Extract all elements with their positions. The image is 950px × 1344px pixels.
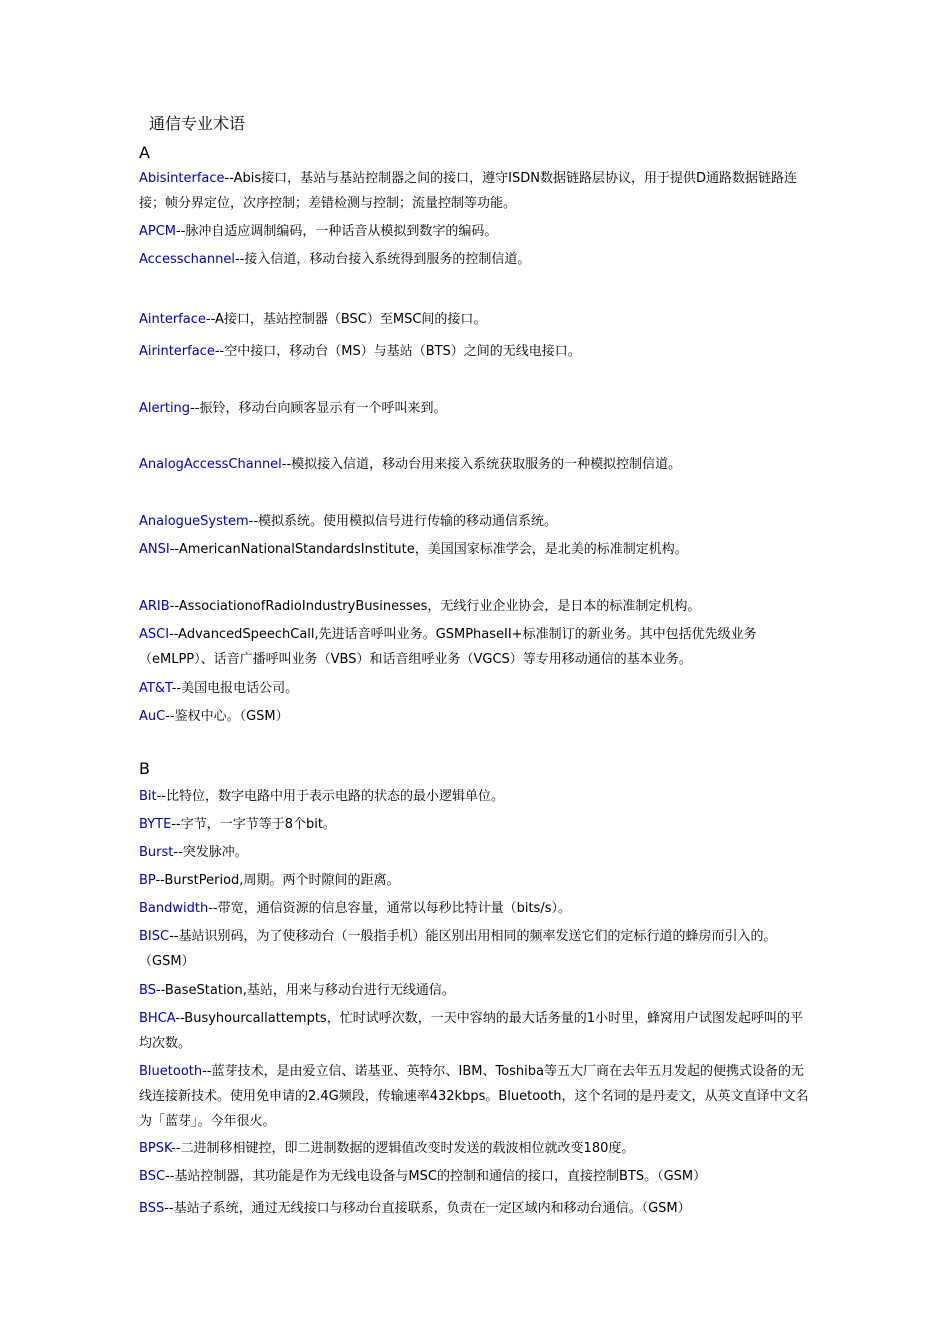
term-name: Bit [139,789,157,804]
term-entry [139,1196,815,1221]
term-name: AnalogueSystem [139,514,249,529]
term-entry [139,166,815,216]
term-entry [139,307,815,332]
term-entry [139,452,815,477]
term-definition: --Busyhourcallattempts，忙时试呼次数，一天中容纳的最大话务量的1小时里，蜂窝用户试图发起呼叫的平均次数。 [139,1011,803,1051]
term-definition: --基站控制器，其功能是作为无线电设备与MSC的控制和通信的接口，直接控制BTS。（GSM） [165,1169,707,1184]
term-entry [139,622,815,672]
term-name: AnalogAccessChannel [139,457,282,472]
term-name: Abisinterface [139,171,225,186]
term-name: BP [139,873,156,888]
term-name: APCM [139,224,177,239]
term-entry [139,339,815,364]
term-name: ANSI [139,542,170,557]
term-name: BSS [139,1201,165,1216]
term-name: ASCI [139,627,170,642]
term-entry [139,978,815,1003]
term-definition: --AmericanNationalStandardsInstitute，美国国家标准学会，是北美的标准制定机构。 [169,542,688,557]
term-definition: --AssociationofRadioIndustryBusinesses，无线行业企业协会，是日本的标准制定机构。 [169,599,701,614]
term-entry [139,840,815,865]
term-entry [139,1006,815,1056]
term-definition: --BaseStation,基站，用来与移动台进行无线通信。 [155,983,455,998]
term-entry [139,784,815,809]
term-entry [139,704,815,729]
term-entry [139,509,815,534]
term-entry [139,396,815,421]
term-definition: --AdvancedSpeechCall,先进话音呼叫业务。GSMPhaseII+标准制订的新业务。其中包括优先级业务（eMLPP）、话音广播呼叫业务（VBS）和话音组呼业务（VGCS）等专用移动通信的基本业务。 [139,627,757,667]
term-definition: --鉴权中心。（GSM） [165,709,289,724]
term-entry [139,594,815,619]
term-name: BSC [139,1169,166,1184]
term-definition: --A接口，基站控制器（BSC）至MSC间的接口。 [205,312,487,327]
term-entry [139,896,815,921]
term-name: BPSK [139,1141,172,1156]
term-definition: --Abis接口，基站与基站控制器之间的接口，遵守ISDN数据链路层协议，用于提供D通路数据链路连接；帧分界定位，次序控制；差错检测与控制；流量控制等功能。 [139,171,797,211]
term-name: BHCA [139,1011,176,1026]
term-definition: --BurstPeriod,周期。两个时隙间的距离。 [155,873,400,888]
term-definition: --空中接口，移动台（MS）与基站（BTS）之间的无线电接口。 [214,344,581,359]
term-definition: --振铃，移动台向顾客显示有一个呼叫来到。 [190,401,447,416]
term-definition: --蓝芽技术，是由爱立信、诺基亚、英特尔、IBM、Toshiba等五大厂商在去年五月发起的便携式设备的无线连接新技术。使用免申请的2.4G频段，传输速率432kbps。Bluetooth，这个名词的是丹麦文，从英文直译中文名为「蓝芽」。今年很火。 [139,1064,809,1129]
term-definition: --二进制移相键控，即二进制数据的逻辑值改变时发送的载波相位就改变180度。 [171,1141,635,1156]
term-entry [139,1059,815,1134]
term-definition: --接入信道，移动台接入系统得到服务的控制信道。 [234,252,531,267]
term-entry [139,1164,815,1189]
term-name: Airinterface [139,344,215,359]
term-entry [139,676,815,701]
term-name: BS [139,983,156,998]
term-entry [139,247,815,272]
term-name: Bluetooth [139,1064,203,1079]
section-heading-a: A [139,143,150,162]
term-entry [139,868,815,893]
term-definition: --字节，一字节等于8个bit。 [171,817,336,832]
term-name: AT&T [139,681,172,696]
term-name: Alerting [139,401,191,416]
term-entry [139,812,815,837]
term-name: BISC [139,929,170,944]
term-definition: --模拟系统。使用模拟信号进行传输的移动通信系统。 [248,514,558,529]
term-entry [139,1136,815,1161]
term-name: Ainterface [139,312,206,327]
term-name: Bandwidth [139,901,209,916]
term-definition: --比特位，数字电路中用于表示电路的状态的最小逻辑单位。 [156,789,505,804]
section-heading-b: B [139,759,150,778]
term-name: BYTE [139,817,172,832]
term-definition: --模拟接入信道，移动台用来接入系统获取服务的一种模拟控制信道。 [281,457,682,472]
term-name: Accesschannel [139,252,235,267]
term-name: ARIB [139,599,170,614]
term-definition: --美国电报电话公司。 [171,681,299,696]
term-name: AuC [139,709,166,724]
term-definition: --带宽，通信资源的信息容量，通常以每秒比特计量（bits/s）。 [208,901,571,916]
term-entry [139,924,815,974]
term-definition: --突发脉冲。 [173,845,248,860]
term-definition: --基站识别码，为了使移动台（一般指手机）能区别出用相同的频率发送它们的定标行道的蜂房而引入的。（GSM） [139,929,777,969]
term-definition: --基站子系统，通过无线接口与移动台直接联系，负责在一定区域内和移动台通信。（GSM） [164,1201,691,1216]
term-entry [139,537,815,562]
term-name: Burst [139,845,174,860]
term-definition: --脉冲自适应调制编码，一种话音从模拟到数字的编码。 [176,224,498,239]
term-entry [139,219,815,244]
document-title: 通信专业术语 [149,114,246,133]
